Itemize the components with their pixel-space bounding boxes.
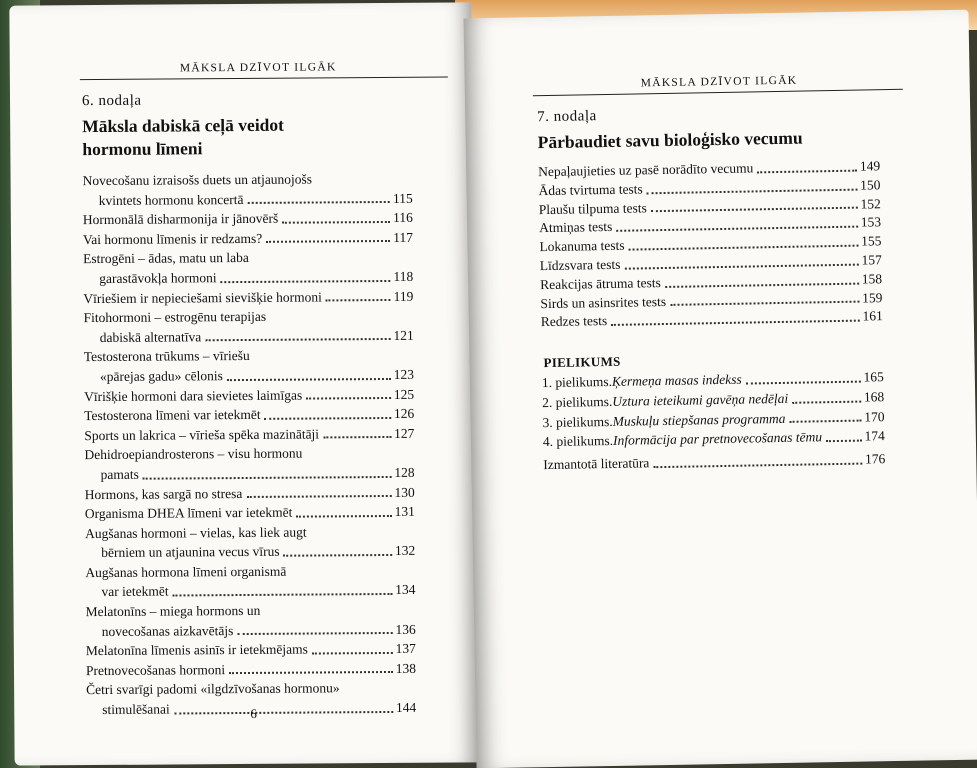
- dot-leader: [647, 188, 858, 194]
- toc-entry-page: 161: [862, 308, 883, 324]
- toc-entry-page: 131: [394, 503, 415, 520]
- toc-entry: [83, 228, 413, 250]
- dot-leader: [670, 301, 859, 306]
- toc-entry-title-cont: pamats: [100, 466, 139, 482]
- appendix-label: 2. pielikums.: [542, 393, 613, 410]
- dot-leader: [237, 632, 392, 635]
- dot-leader: [205, 338, 390, 341]
- literature-entry: [543, 449, 885, 475]
- toc-entry-page: 117: [393, 229, 414, 245]
- toc-entry-title: Hormons, kas sargā no stresa: [84, 485, 243, 502]
- dot-leader: [221, 280, 391, 283]
- toc-entry-page: 150: [860, 177, 881, 193]
- toc-entry-page: 116: [393, 209, 413, 226]
- toc-entry-line: [85, 541, 415, 563]
- appendix-page: 170: [864, 408, 885, 425]
- appendix-title: Uztura ieteikumi gavēņa nedēļai: [612, 390, 789, 409]
- toc-entry-line: [84, 326, 414, 348]
- toc-entry-page: 158: [861, 270, 883, 287]
- table-of-contents: [538, 157, 883, 332]
- chapter-number: 6. nodaļa: [81, 92, 142, 110]
- dot-leader: [246, 495, 391, 498]
- toc-entry-line: [86, 619, 416, 641]
- toc-entry-line: [85, 463, 415, 485]
- toc-entry-page: 128: [394, 464, 415, 480]
- toc-entry: [85, 521, 415, 562]
- toc-entry-title: Melatonīna līmenis asinīs ir ietekmējams: [85, 641, 308, 659]
- toc-entry-page: 136: [395, 621, 416, 637]
- dot-leader: [326, 299, 391, 301]
- header-rule: [80, 77, 448, 81]
- toc-entry: [85, 502, 415, 524]
- appendix-page: 174: [864, 428, 885, 444]
- toc-entry: [83, 286, 413, 308]
- toc-entry-line: [86, 639, 416, 661]
- toc-entry-page: 137: [395, 641, 416, 657]
- toc-entry-page: 121: [393, 327, 414, 343]
- toc-entry-page: 130: [394, 484, 415, 500]
- dot-leader: [653, 462, 862, 468]
- dot-leader: [826, 440, 862, 443]
- left-page: [9, 2, 476, 765]
- appendix-page: 165: [863, 369, 884, 385]
- dot-leader: [792, 400, 861, 403]
- toc-entry-title: Organisma DHEA līmeni var ietekmēt: [84, 504, 293, 522]
- dot-leader: [616, 226, 858, 232]
- literature-title: Izmantotā literatūra: [543, 455, 650, 473]
- dot-leader: [265, 417, 391, 420]
- appendix-page: 168: [863, 388, 885, 405]
- toc-entry-line: [84, 424, 414, 446]
- dot-leader: [629, 245, 859, 251]
- appendix-label: 1. pielikums.: [541, 373, 613, 391]
- dot-leader: [306, 397, 391, 400]
- toc-entry: [85, 482, 415, 504]
- toc-entry-line: [83, 267, 413, 289]
- toc-entry-page: 115: [392, 190, 413, 206]
- dot-leader: [284, 554, 392, 557]
- appendix-label: 4. pielikums.: [542, 433, 614, 450]
- toc-entry-title-cont: stimulēšanai: [102, 701, 170, 718]
- toc-entry: [86, 600, 416, 641]
- toc-entry-title: Plaušu tilpuma tests: [538, 199, 647, 217]
- dot-leader: [229, 671, 393, 674]
- toc-entry-title: Augšanas hormoni – vielas, kas liek augt: [84, 524, 307, 541]
- dot-leader: [312, 652, 393, 655]
- toc-entry-line: [85, 482, 415, 504]
- toc-entry-line: [83, 208, 413, 230]
- toc-entry-title: Fitohormoni – estrogēnu terapijas: [83, 308, 267, 326]
- toc-entry: [83, 169, 413, 210]
- toc-entry: [83, 247, 413, 288]
- toc-entry-title: Nepaļaujieties uz pasē norādīto vecumu: [538, 160, 754, 180]
- dot-leader: [266, 240, 390, 243]
- toc-entry-title: Pretnovecošanas hormoni: [85, 661, 226, 678]
- toc-entry-line: [84, 404, 414, 426]
- toc-entry-title: Dehidroepiandrosterons – visu hormonu: [84, 445, 303, 463]
- dot-leader: [143, 475, 392, 479]
- dot-leader: [323, 436, 391, 438]
- toc-entry-page: 155: [861, 233, 882, 249]
- toc-entry-page: 144: [395, 699, 417, 715]
- toc-entry-title: Augšanas hormona līmeni organismā: [85, 563, 287, 580]
- toc-entry-line: [83, 228, 413, 250]
- toc-entry: [86, 659, 416, 681]
- dot-leader: [665, 282, 859, 287]
- dot-leader: [624, 263, 858, 269]
- appendix-title: Muskuļu stiepšanas programma: [612, 410, 786, 429]
- appendix-title: Ķermeņa masas indekss: [611, 371, 742, 389]
- toc-entry-title-cont: bērniem un atjaunina vecus vīrus: [101, 544, 280, 561]
- toc-entry-title: Testosterona līmeni var ietekmēt: [84, 407, 261, 424]
- toc-entry: [84, 424, 414, 446]
- dot-leader: [757, 169, 857, 173]
- toc-entry-title: Atmiņas tests: [539, 219, 613, 236]
- toc-entry-page: 126: [393, 405, 415, 422]
- toc-entry-title: Līdzsvara tests: [539, 256, 621, 274]
- toc-entry-line: [85, 580, 415, 602]
- toc-entry-title: Hormonālā disharmonija ir jānovērš: [82, 210, 279, 228]
- dot-leader: [296, 515, 391, 518]
- table-of-contents: [83, 169, 417, 720]
- running-head: MĀKSLA DZĪVOT ILGĀK: [640, 74, 798, 90]
- toc-entry-line: [83, 188, 413, 210]
- right-page: [463, 10, 977, 768]
- toc-entry-page: 118: [393, 268, 414, 284]
- toc-entry-title: Sirds un asinsrites tests: [540, 293, 667, 311]
- toc-entry-title: Vai hormonu līmenis ir redzams?: [82, 230, 263, 247]
- dot-leader: [746, 380, 861, 384]
- toc-entry-title: Sports un lakrica – vīrieša spēka mazinātāji: [84, 426, 320, 443]
- toc-entry: [84, 345, 414, 386]
- literature-line: [543, 449, 885, 475]
- toc-entry-page: 119: [393, 288, 414, 304]
- chapter-number: 7. nodaļa: [537, 108, 597, 126]
- appendix-label: 3. pielikums.: [542, 413, 613, 430]
- dot-leader: [789, 420, 861, 423]
- toc-entry-title-cont: novecošanas aizkavētājs: [101, 622, 234, 639]
- toc-entry-title: Novecošanu izraisošs duets un atjaunojošs: [82, 171, 313, 189]
- toc-entry-title: Redzes tests: [540, 313, 608, 330]
- chapter-title: Pārbaudiet savu bioloģisko vecumu: [537, 127, 803, 153]
- dot-leader: [247, 201, 390, 204]
- toc-entry: [83, 208, 413, 230]
- toc-entry: [83, 306, 413, 347]
- appendix-title: Informācija par pretnovecošanas tēmu: [612, 429, 823, 449]
- toc-entry-title: Estrogēni – ādas, matu un laba: [83, 250, 249, 267]
- toc-entry-page: 157: [861, 252, 882, 268]
- dot-leader: [651, 207, 858, 213]
- chapter-title: Māksla dabiskā ceļā veidot hormonu līmeni: [82, 114, 285, 160]
- toc-entry-title: Ādas tvirtuma tests: [538, 181, 643, 198]
- toc-entry-line: [85, 502, 415, 524]
- toc-entry-title: Vīrišķie hormoni dara sievietes laimīgas: [84, 387, 303, 404]
- toc-entry-page: 134: [395, 582, 416, 598]
- appendix-heading: PIELIKUMS: [543, 353, 621, 371]
- appendix-list: [542, 367, 885, 452]
- dot-leader: [611, 320, 859, 326]
- running-head: MĀKSLA DZĪVOT ILGĀK: [179, 61, 337, 75]
- toc-entry-line: [83, 286, 413, 308]
- dot-leader: [282, 221, 390, 224]
- toc-entry-page: 127: [394, 425, 415, 441]
- toc-entry-page: 152: [860, 195, 881, 212]
- toc-entry-title-cont: dabiskā alternatīva: [99, 329, 202, 345]
- page-number: 6: [250, 705, 257, 721]
- toc-entry-line: [86, 659, 416, 681]
- header-rule: [533, 89, 903, 96]
- literature-page: 176: [864, 451, 886, 467]
- toc-entry-page: 159: [862, 289, 883, 306]
- toc-entry: [84, 384, 414, 406]
- toc-entry: [85, 561, 415, 602]
- toc-entry-line: [84, 384, 414, 406]
- toc-entry-title: Reakcijas ātruma tests: [540, 274, 661, 292]
- toc-entry: [84, 443, 414, 484]
- toc-entry-title-cont: kvintets hormonu koncertā: [98, 191, 244, 208]
- toc-entry-page: 149: [859, 158, 881, 174]
- toc-entry-title: Lokanuma tests: [539, 237, 625, 255]
- toc-entry-page: 123: [393, 366, 414, 382]
- toc-entry-page: 138: [395, 660, 417, 676]
- dot-leader: [174, 711, 393, 715]
- toc-entry-title-cont: «pārejas gadu» cēlonis: [99, 368, 223, 384]
- toc-entry-title-cont: garastāvokļa hormoni: [99, 270, 217, 286]
- toc-entry-title: Vīriešiem ir nepieciešami sievišķie hormoni: [83, 289, 322, 306]
- toc-entry: [86, 639, 416, 661]
- toc-entry-page: 153: [860, 214, 882, 230]
- toc-entry-title: Testosterona trūkums – vīriešu: [83, 348, 250, 365]
- toc-entry-page: 125: [393, 386, 415, 402]
- dot-leader: [173, 593, 393, 597]
- toc-entry-title-cont: var ietekmēt: [101, 583, 169, 600]
- toc-entry: [84, 404, 414, 426]
- toc-entry-page: 132: [394, 543, 416, 559]
- toc-entry-title: Melatonīns – miega hormons un: [85, 602, 261, 620]
- toc-entry-line: [84, 365, 414, 387]
- toc-entry-title: Četri svarīgi padomi «ilgdzīvošanas hormonu»: [86, 680, 340, 698]
- dot-leader: [227, 377, 391, 380]
